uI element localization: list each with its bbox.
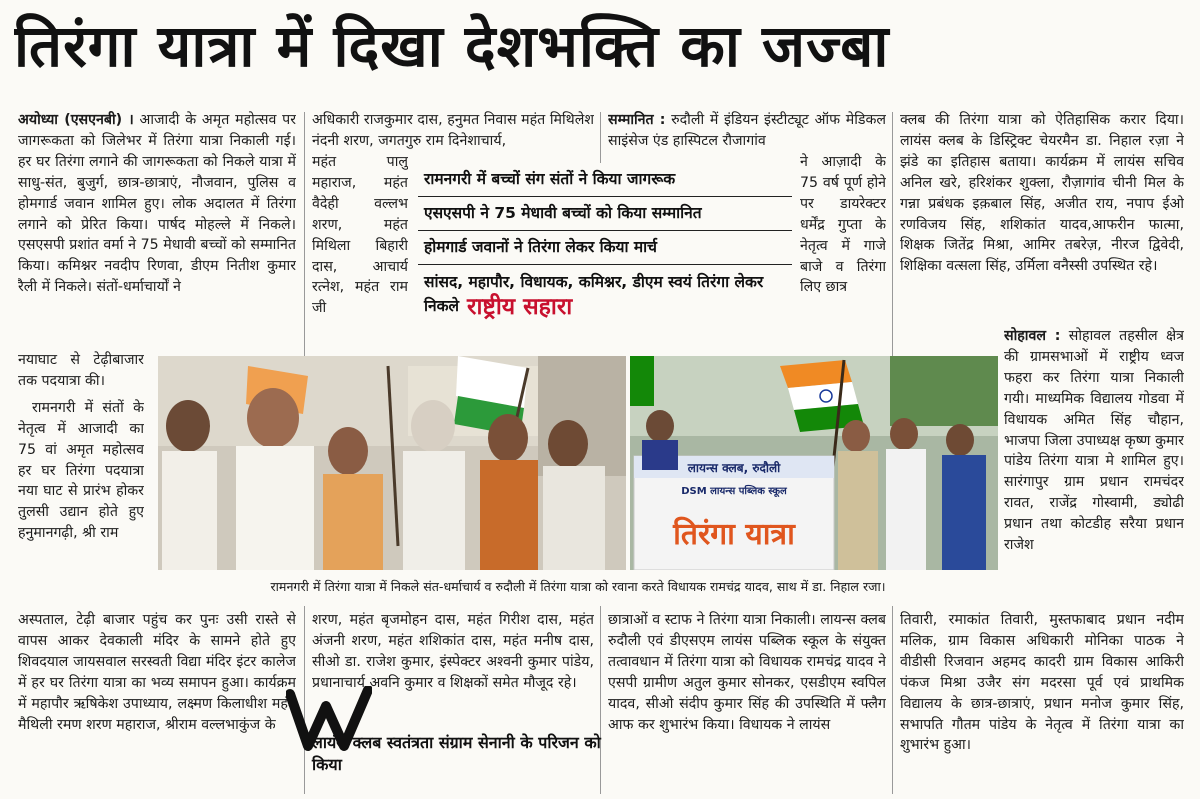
- newspaper-brand: राष्ट्रीय सहारा: [467, 293, 573, 320]
- column-rule: [304, 112, 305, 358]
- photo-caption: रामनगरी में तिरंगा यात्रा में निकले संत-धर्माचार्य व रुदौली में तिरंगा यात्रा को रवाना करते विधायक रामचंद्र यादव, साथ में डा. निहाल रजा।: [270, 579, 886, 594]
- highlights-box: [418, 163, 792, 349]
- procession-photo: [158, 356, 626, 570]
- article-text: सोहावल तहसील क्षेत्र की ग्रामसभाओं में राष्ट्रीय ध्वज फहरा कर तिरंगा यात्रा निकाली गयी। माध्यमिक विद्यालय गोडवा में विधायक अमित सिंह चौहान, भाजपा जिला उपाध्यक्ष कृष्ण कुमार पांडेय तिरंगा यात्रा मे शामिल हुए। सारंगापुर ग्राम प्रधान रामचंदर रावत, राजेंद्र गोस्वामी, ड्योढी प्रधान तथा कोटडीह सरैया प्रधान राजेश: [1004, 328, 1184, 554]
- dateline: अयोध्या (एसएनबी) ।: [18, 112, 134, 128]
- highlight-item: होमगार्ड जवानों ने तिरंगा लेकर किया मार्च: [418, 230, 792, 264]
- article-column-4-top: [900, 110, 1184, 324]
- article-text: नयाघाट से टेढ़ीबाजार तक पदयात्रा की।: [18, 352, 144, 389]
- highlight-text: सांसद, महापौर, विधायक, कमिश्नर, डीएम स्वयं तिरंगा लेकर निकले: [424, 273, 764, 315]
- article-text: तिवारी, रमाकांत तिवारी, मुस्तफाबाद प्रधान नदीम मलिक, ग्राम विकास अधिकारी मोनिका पाठक ने वीडीसी रिजवान अहमद कादरी ग्राम विकास आकिरी पंकज मिश्रा उजैर संग मदरसा पूर्व एवं प्राथमिक विद्यालय के छात्र-छात्राएं, प्रधान मनोज कुमार सिंह, सभापति गौतम पांडेय के नेतृत्व में तिरंगा यात्रा का शुभारंभ हुआ।: [900, 612, 1184, 754]
- article-text: छात्राओं व स्टाफ ने तिरंगा यात्रा निकाली। लायन्स क्लब रुदौली एवं डीएसएम लायंस पब्लिक स्कूल के संयुक्त तत्वावधान में तिरंगा यात्रा को विधायक रामचंद्र यादव ने एसपी ग्रामीण अतुल कुमार सोनकर, एसडीएम स्वपिल यादव, सीओ संदीप कुमार सिंह की उपस्थिति में फ्लैग आफ कर शुभारंभ किया। विधायक ने लायंस: [608, 612, 886, 733]
- article-column-1-top: [18, 110, 296, 348]
- headline: तिरंगा यात्रा में दिखा देशभक्ति का जज्बा: [14, 12, 890, 80]
- article-column-3-narrow: [800, 152, 886, 352]
- column-rule: [892, 112, 893, 358]
- article-column-4-narrow: [1004, 326, 1184, 602]
- article-column-4-bottom: [900, 610, 1184, 794]
- article-column-2-top: [312, 110, 594, 154]
- article-column-3-top: [608, 110, 886, 154]
- column-rule: [892, 606, 893, 794]
- article-column-2-narrow: [312, 152, 408, 352]
- article-text: रुदौली में इंडियन इंस्टीट्यूट ऑफ मेडिकल साइंसेज एंड हास्पिटल रौजागांव: [608, 112, 886, 149]
- article-column-1-narrow: [18, 350, 144, 600]
- article-text: अस्पताल, टेढ़ी बाजार पहुंच कर पुनः उसी रास्ते से वापस आकर देवकाली मंदिर के सामने होते हुए शिवदयाल जायसवाल सरस्वती विद्या मंदिर इंटर कालेज में हर घर तिरंगा यात्रा का भव्य समापन हुआ। कार्यक्रम में महापौर ऋषिकेश उपाध्याय, लक्ष्मण किलाधीश महंत मैथिली रमण शरण महाराज, श्रीराम वल्लभाकुंज के: [18, 612, 296, 733]
- flag-off-photo: [630, 356, 998, 570]
- banner-line-3: तिरंगा यात्रा: [673, 517, 795, 552]
- article-text: क्लब की तिरंगा यात्रा को ऐतिहासिक करार दिया। लायंस क्लब के डिस्ट्रिक्ट चेयरमैन डा. निहाल रज़ा ने झंडे का इतिहास बताया। कार्यक्रम में लायंस सचिव अनिल खरे, हरिशंकर शुक्ला, रौज़ागांव चीनी मिल के गन्ना प्रबंधक इक़बाल सिंह, अजीत राय, नपाप ईओ रणविजय सिंह, शशिकांत यादव,आफरीन फात्मा, शिक्षक जितेंद्र मिश्रा, आमिर तबरेज़, नीरज द्विवेदी, शिक्षिका वत्सला सिंह, उर्मिला वनैस्सी उपस्थित रहे।: [900, 112, 1184, 275]
- article-text: आजादी के अमृत महोत्सव पर जागरूकता को जिलेभर में तिरंगा यात्रा निकाली गई। हर घर तिरंगा लगाने की जागरूकता को निकले यात्रा में साधु-संत, बुजुर्ग, छात्र-छात्राएं, नौजवान, पुलिस व होमगार्ड जवान शामिल हुए। लोक अदालत में तिरंगा लगाने को प्रेरित किया। पार्षद मोहल्ले में निकले। एसएसपी प्रशांत वर्मा ने 75 मेधावी बच्चों को सम्मानित किया। कमिश्नर नवदीप रिणवा, डीएम नितीश कुमार रैली में निकले। संतों-धर्माचार्यों ने: [18, 112, 296, 296]
- article-column-4-narrow-left: [900, 326, 1000, 350]
- dateline: सोहावल :: [1004, 328, 1061, 344]
- article-text: शरण, महंत बृजमोहन दास, महंत गिरीश दास, महंत अंजनी शरण, महंत शशिकांत दास, महंत मनीष दास, सीओ डा. राजेश कुमार, इंस्पेक्टर अश्वनी कुमार पांडेय, प्रधानाचार्य अवनि कुमार व शिक्षकों समेत मौजूद रहे।: [312, 612, 594, 691]
- dateline: सम्मानित :: [608, 112, 666, 128]
- article-text: रामनगरी में संतों के नेतृत्व में आजादी का 75 वां अमृत महोत्सव हर घर तिरंगा पदयात्रा नया घाट से प्रारंभ होकर तुलसी उद्यान होते हुए हनुमानगढ़ी, श्री राम: [18, 399, 144, 542]
- article-text: ने आज़ादी के 75 वर्ष पूर्ण होने पर डायरेक्टर धर्मेंद्र गुप्ता के नेतृत्व में गाजे बाजे व तिरंगा लिए छात्र: [800, 154, 886, 296]
- highlight-item: एसएसपी ने 75 मेधावी बच्चों को किया सम्मानित: [418, 196, 792, 230]
- article-column-3-bottom: [608, 610, 886, 794]
- article-column-1-bottom: [18, 610, 296, 794]
- watermark-logo: [286, 686, 372, 754]
- banner-line-2: DSM लायन्स पब्लिक स्कूल: [681, 486, 787, 497]
- article-text: अधिकारी राजकुमार दास, हनुमत निवास महंत मिथिलेश नंदनी शरण, जगतगुरु राम दिनेशाचार्य,: [312, 112, 594, 149]
- banner-line-1: लायन्स क्लब, रुदौली: [687, 461, 781, 475]
- highlight-item: [418, 264, 792, 325]
- highlight-item: रामनगरी में बच्चों संग संतों ने किया जागरूक: [424, 170, 676, 188]
- subheading: लायंस क्लब स्वतंत्रता संग्राम सेनानी के परिजन को किया: [312, 733, 601, 774]
- article-text: महंत पालु महाराज, महंत वैदेही वल्लभ शरण, महंत मिथिला बिहारी दास, आचार्य रत्नेश, महंत राम जी: [312, 154, 408, 317]
